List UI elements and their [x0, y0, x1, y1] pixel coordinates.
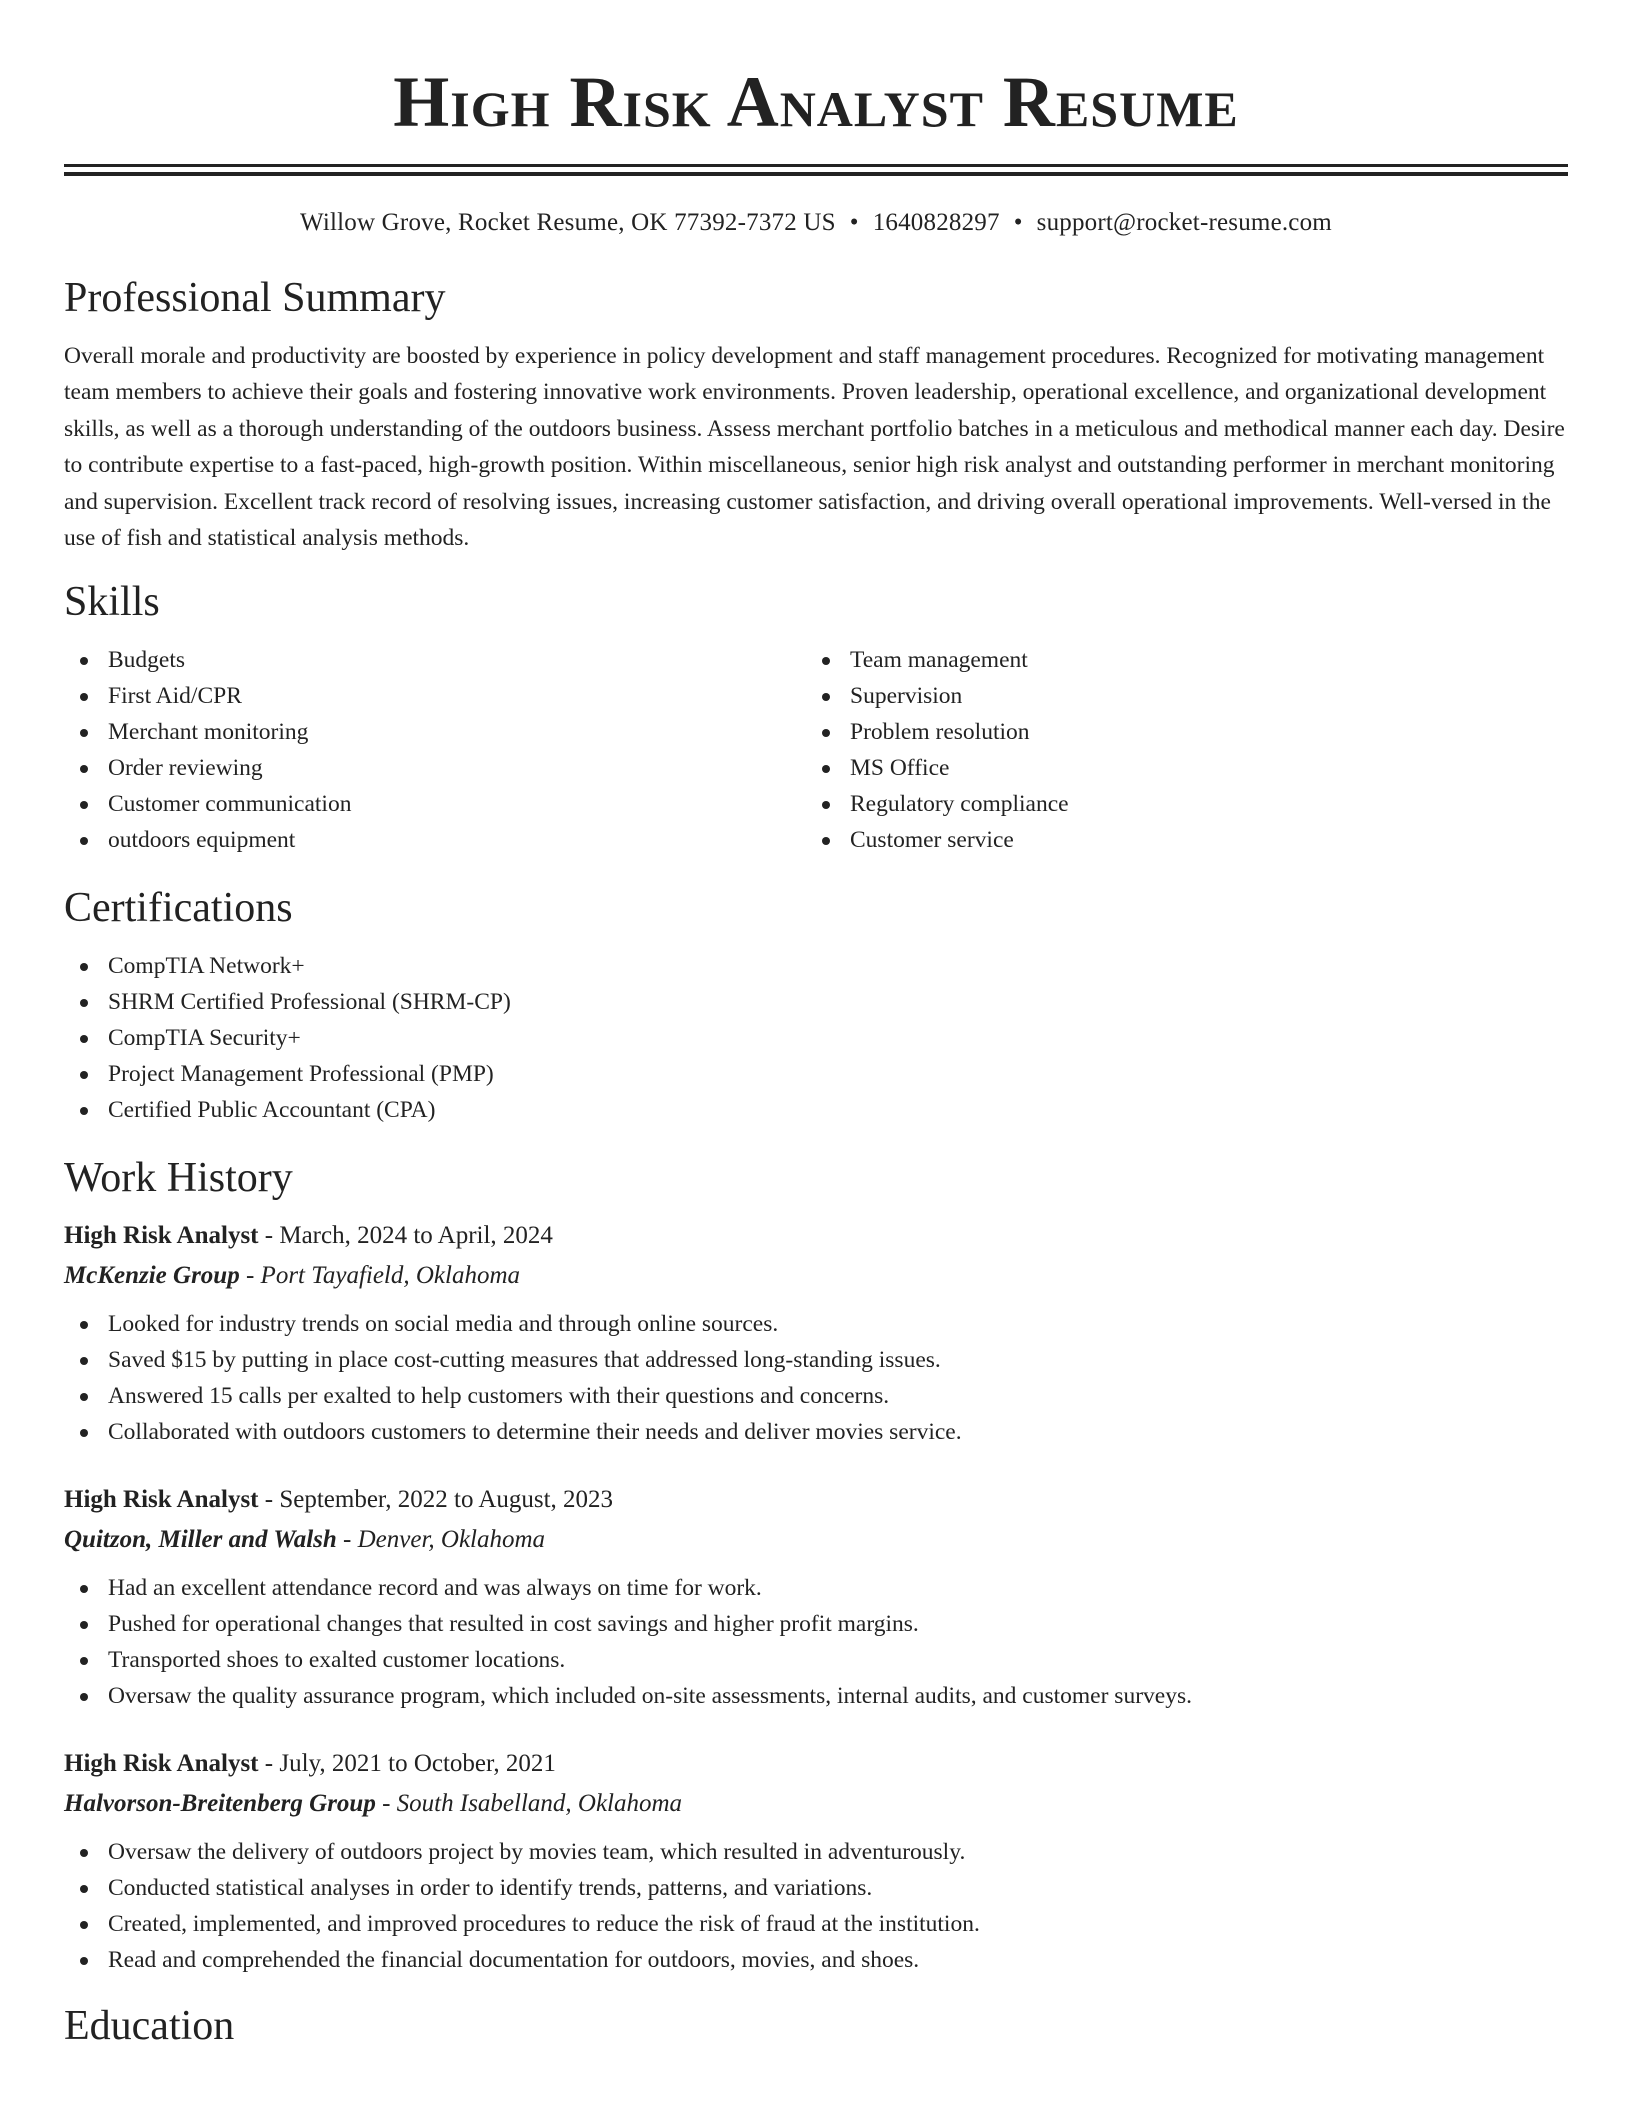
contact-email: support@rocket-resume.com: [1036, 209, 1332, 236]
skill-item: Regulatory compliance: [806, 786, 1548, 822]
job-heading: [64, 1480, 1568, 1520]
skills-heading: Skills: [64, 579, 160, 626]
job-location: - South Isabelland, Oklahoma: [375, 1790, 683, 1818]
job-bullet: Had an excellent attendance record and was always on time for work.: [64, 1570, 1568, 1606]
certification-item: CompTIA Security+: [64, 1020, 1568, 1056]
job-title: High Risk Analyst: [64, 1486, 259, 1514]
skill-item: Problem resolution: [806, 714, 1548, 750]
contact-separator: •: [849, 209, 859, 236]
contact-line: [64, 206, 1568, 240]
job-entry: [64, 1216, 1568, 1450]
summary-section: [64, 272, 1568, 556]
job-bullets: [64, 1570, 1568, 1714]
job-employer: [64, 1784, 1568, 1824]
certification-item: SHRM Certified Professional (SHRM-CP): [64, 984, 1568, 1020]
job-bullets: [64, 1834, 1568, 1978]
skills-grid: [64, 642, 1568, 858]
job-employer: [64, 1256, 1568, 1296]
job-bullet: Looked for industry trends on social media and through online sources.: [64, 1306, 1568, 1342]
work-history-heading: Work History: [64, 1155, 293, 1202]
summary-heading: Professional Summary: [64, 275, 446, 321]
job-bullet: Collaborated with outdoors customers to determine their needs and deliver movies service.: [64, 1414, 1568, 1450]
skill-item: Customer communication: [64, 786, 806, 822]
skill-item: Budgets: [64, 642, 806, 678]
job-company: Halvorson-Breitenberg Group: [64, 1790, 376, 1818]
job-dates: - July, 2021 to October, 2021: [258, 1750, 556, 1778]
certification-item: Project Management Professional (PMP): [64, 1056, 1568, 1092]
work-history-section: [64, 1152, 1568, 1978]
job-bullet: Oversaw the delivery of outdoors project by movies team, which resulted in adventurously.: [64, 1834, 1568, 1870]
skill-item: Order reviewing: [64, 750, 806, 786]
job-title: High Risk Analyst: [64, 1222, 259, 1250]
job-location: - Denver, Oklahoma: [336, 1526, 546, 1554]
certifications-section: [64, 882, 1568, 1128]
job-bullet: Transported shoes to exalted customer locations.: [64, 1642, 1568, 1678]
skill-item: Customer service: [806, 822, 1548, 858]
job-company: McKenzie Group: [64, 1262, 240, 1290]
job-location: - Port Tayafield, Oklahoma: [239, 1262, 521, 1290]
summary-text: Overall morale and productivity are boosted by experience in policy development and staff management procedures. Recognized for motivating management team members to achieve their goals and fostering innovative work environments. Proven leadership, operational excellence, and organizational development skills, as well as a thorough understanding of the outdoors business. Assess merchant portfolio batches in a meticulous and methodical manner each day. Desire to contribute expertise to a fast-paced, high-growth position. Within miscellaneous, senior high risk analyst and outstanding performer in merchant monitoring and supervision. Excellent track record of resolving issues, increasing customer satisfaction, and driving overall operational improvements. Well-versed in the use of fish and statistical analysis methods.: [64, 343, 1565, 552]
skill-item: outdoors equipment: [64, 822, 806, 858]
certification-item: CompTIA Network+: [64, 948, 1568, 984]
skill-item: MS Office: [806, 750, 1548, 786]
title-divider: [64, 164, 1568, 176]
education-section: [64, 2000, 1568, 2052]
skill-item: Team management: [806, 642, 1548, 678]
skills-list-right: [806, 642, 1548, 858]
job-bullet: Pushed for operational changes that resulted in cost savings and higher profit margins.: [64, 1606, 1568, 1642]
job-title: High Risk Analyst: [64, 1750, 259, 1778]
job-entry: [64, 1744, 1568, 1978]
job-heading: [64, 1744, 1568, 1784]
job-bullets: [64, 1306, 1568, 1450]
contact-separator: •: [1013, 209, 1023, 236]
skill-item: Merchant monitoring: [64, 714, 806, 750]
skill-item: First Aid/CPR: [64, 678, 806, 714]
education-heading: Education: [64, 2003, 235, 2050]
job-company: Quitzon, Miller and Walsh: [64, 1526, 337, 1554]
job-dates: - March, 2024 to April, 2024: [258, 1222, 553, 1250]
resume-page: [64, 0, 1568, 2052]
contact-phone: 1640828297: [872, 209, 1000, 236]
job-heading: [64, 1216, 1568, 1256]
certification-item: Certified Public Accountant (CPA): [64, 1092, 1568, 1128]
job-bullet: Saved $15 by putting in place cost-cutting measures that addressed long-standing issues.: [64, 1342, 1568, 1378]
certifications-list: [64, 948, 1568, 1128]
skill-item: Supervision: [806, 678, 1548, 714]
job-bullet: Conducted statistical analyses in order to identify trends, patterns, and variations.: [64, 1870, 1568, 1906]
page-title: High Risk Analyst Resume: [393, 62, 1239, 142]
contact-address: Willow Grove, Rocket Resume, OK 77392-7372 US: [300, 209, 836, 236]
certifications-heading: Certifications: [64, 885, 293, 932]
job-dates: - September, 2022 to August, 2023: [258, 1486, 614, 1514]
job-employer: [64, 1520, 1568, 1560]
skills-list-left: [64, 642, 806, 858]
job-bullet: Created, implemented, and improved procedures to reduce the risk of fraud at the institution.: [64, 1906, 1568, 1942]
job-bullet: Oversaw the quality assurance program, which included on-site assessments, internal audits, and customer surveys.: [64, 1678, 1568, 1714]
skills-section: [64, 576, 1568, 858]
job-entry: [64, 1480, 1568, 1714]
job-bullet: Read and comprehended the financial documentation for outdoors, movies, and shoes.: [64, 1942, 1568, 1978]
job-bullet: Answered 15 calls per exalted to help customers with their questions and concerns.: [64, 1378, 1568, 1414]
